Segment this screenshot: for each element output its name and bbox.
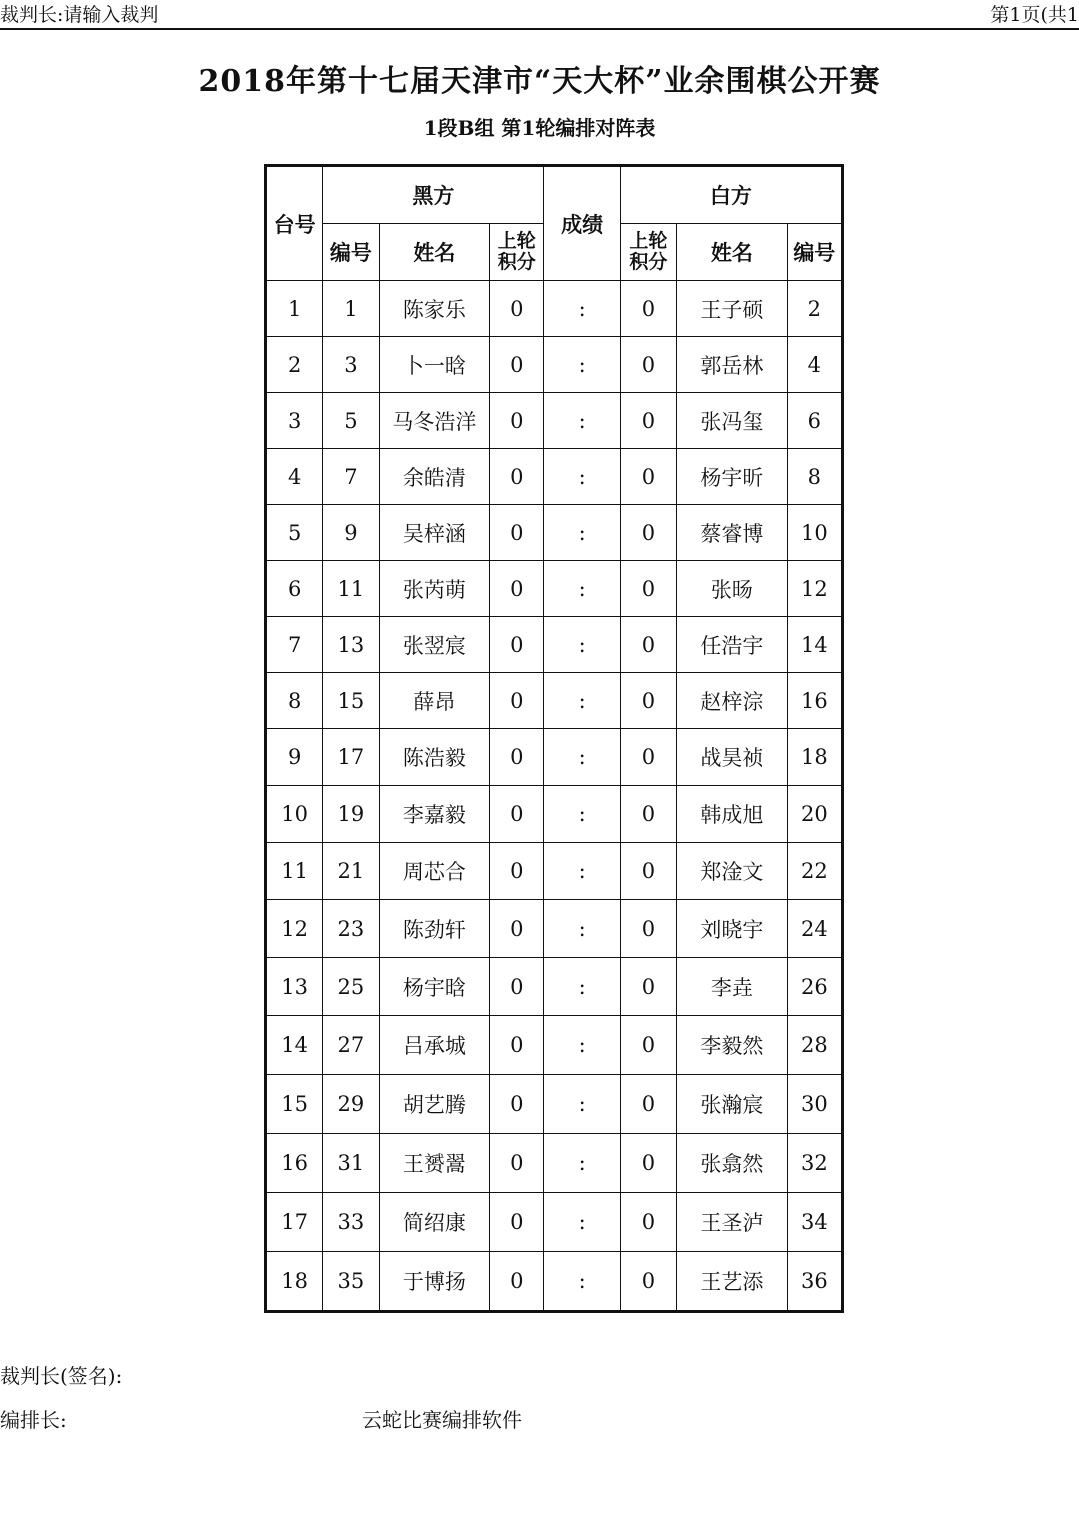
white-id-cell: 14 xyxy=(787,617,842,673)
board-number-cell: 6 xyxy=(266,561,323,617)
table-row xyxy=(266,1016,843,1075)
result-cell: : xyxy=(544,958,620,1016)
black-prev-score-cell: 0 xyxy=(490,958,544,1016)
col-result-header: 成绩 xyxy=(544,166,620,281)
white-prev-score-cell: 0 xyxy=(620,337,676,393)
black-prev-score-cell: 0 xyxy=(490,449,544,505)
white-name-cell: 任浩宇 xyxy=(677,617,788,673)
black-name-cell: 张翌宸 xyxy=(379,617,490,673)
black-prev-score-cell: 0 xyxy=(490,1075,544,1134)
black-id-cell: 19 xyxy=(323,786,379,843)
black-name-cell: 马冬浩洋 xyxy=(379,393,490,449)
white-id-cell: 16 xyxy=(787,673,842,729)
board-number-cell: 7 xyxy=(266,617,323,673)
table-row xyxy=(266,900,843,958)
white-name-cell: 刘晓宇 xyxy=(677,900,788,958)
white-prev-score-cell: 0 xyxy=(620,281,676,337)
black-id-cell: 29 xyxy=(323,1075,379,1134)
black-prev-score-cell: 0 xyxy=(490,1252,544,1312)
board-number-cell: 2 xyxy=(266,337,323,393)
board-number-cell: 16 xyxy=(266,1134,323,1193)
white-id-cell: 34 xyxy=(787,1193,842,1252)
black-side-header: 黑方 xyxy=(323,166,544,224)
black-id-cell: 17 xyxy=(323,729,379,786)
white-prev-score-cell: 0 xyxy=(620,958,676,1016)
white-name-cell: 郭岳林 xyxy=(677,337,788,393)
table-row xyxy=(266,843,843,900)
black-id-cell: 5 xyxy=(323,393,379,449)
white-name-cell: 杨宇昕 xyxy=(677,449,788,505)
table-row xyxy=(266,449,843,505)
white-name-cell: 张翕然 xyxy=(677,1134,788,1193)
black-name-cell: 吴梓涵 xyxy=(379,505,490,561)
table-row xyxy=(266,561,843,617)
board-number-cell: 10 xyxy=(266,786,323,843)
white-name-cell: 张瀚宸 xyxy=(677,1075,788,1134)
table-row xyxy=(266,729,843,786)
black-name-cell: 周芯合 xyxy=(379,843,490,900)
page-title: 2018年第十七届天津市“天大杯”业余围棋公开赛 xyxy=(198,64,881,99)
white-prev-score-cell: 0 xyxy=(620,900,676,958)
board-number-cell: 4 xyxy=(266,449,323,505)
page-subtitle: 1段B组 第1轮编排对阵表 xyxy=(423,116,656,140)
black-prev-score-cell: 0 xyxy=(490,729,544,786)
white-prev-score-header: 上轮积分 xyxy=(620,224,676,281)
black-id-cell: 33 xyxy=(323,1193,379,1252)
white-id-cell: 2 xyxy=(787,281,842,337)
result-cell: : xyxy=(544,617,620,673)
black-prev-score-cell: 0 xyxy=(490,900,544,958)
white-name-cell: 战昊祯 xyxy=(677,729,788,786)
table-row xyxy=(266,281,843,337)
black-prev-score-cell: 0 xyxy=(490,505,544,561)
board-number-cell: 3 xyxy=(266,393,323,449)
black-prev-score-cell: 0 xyxy=(490,1134,544,1193)
black-id-cell: 11 xyxy=(323,561,379,617)
white-id-cell: 4 xyxy=(787,337,842,393)
black-name-cell: 张芮萌 xyxy=(379,561,490,617)
board-number-cell: 11 xyxy=(266,843,323,900)
black-id-cell: 9 xyxy=(323,505,379,561)
white-prev-score-cell: 0 xyxy=(620,673,676,729)
table-row xyxy=(266,786,843,843)
board-number-cell: 1 xyxy=(266,281,323,337)
white-id-cell: 20 xyxy=(787,786,842,843)
white-prev-score-cell: 0 xyxy=(620,843,676,900)
black-name-cell: 简绍康 xyxy=(379,1193,490,1252)
board-number-cell: 13 xyxy=(266,958,323,1016)
white-name-cell: 郑淦文 xyxy=(677,843,788,900)
white-id-cell: 36 xyxy=(787,1252,842,1312)
black-prev-score-cell: 0 xyxy=(490,561,544,617)
white-prev-score-cell: 0 xyxy=(620,1252,676,1312)
result-cell: : xyxy=(544,1075,620,1134)
white-name-cell: 张旸 xyxy=(677,561,788,617)
table-row xyxy=(266,1134,843,1193)
white-prev-score-cell: 0 xyxy=(620,729,676,786)
white-id-cell: 30 xyxy=(787,1075,842,1134)
col-board-header: 台号 xyxy=(266,166,323,281)
board-number-cell: 9 xyxy=(266,729,323,786)
black-prev-score-cell: 0 xyxy=(490,337,544,393)
white-prev-score-cell: 0 xyxy=(620,505,676,561)
black-id-cell: 25 xyxy=(323,958,379,1016)
white-id-cell: 18 xyxy=(787,729,842,786)
white-prev-score-cell: 0 xyxy=(620,1075,676,1134)
white-prev-score-cell: 0 xyxy=(620,786,676,843)
table-row xyxy=(266,617,843,673)
black-name-cell: 陈家乐 xyxy=(379,281,490,337)
result-cell: : xyxy=(544,281,620,337)
board-number-cell: 5 xyxy=(266,505,323,561)
black-prev-score-cell: 0 xyxy=(490,673,544,729)
white-name-cell: 韩成旭 xyxy=(677,786,788,843)
chief-referee-signature-label: 裁判长(签名): xyxy=(0,1364,123,1388)
result-cell: : xyxy=(544,505,620,561)
black-id-cell: 31 xyxy=(323,1134,379,1193)
board-number-cell: 12 xyxy=(266,900,323,958)
header-divider xyxy=(0,28,1079,30)
table-row xyxy=(266,673,843,729)
white-id-cell: 12 xyxy=(787,561,842,617)
black-id-cell: 21 xyxy=(323,843,379,900)
black-name-cell: 薛昂 xyxy=(379,673,490,729)
white-name-cell: 赵梓淙 xyxy=(677,673,788,729)
black-name-cell: 余皓清 xyxy=(379,449,490,505)
pairing-table xyxy=(264,164,844,1313)
black-id-cell: 23 xyxy=(323,900,379,958)
black-name-cell: 吕承城 xyxy=(379,1016,490,1075)
table-row xyxy=(266,505,843,561)
white-id-cell: 8 xyxy=(787,449,842,505)
black-name-cell: 于博扬 xyxy=(379,1252,490,1312)
header-left-text: 裁判长:请输入裁判 xyxy=(0,4,159,26)
result-cell: : xyxy=(544,900,620,958)
result-cell: : xyxy=(544,786,620,843)
arranger-label: 编排长: xyxy=(0,1408,67,1432)
white-name-cell: 张冯玺 xyxy=(677,393,788,449)
board-number-cell: 17 xyxy=(266,1193,323,1252)
white-id-cell: 24 xyxy=(787,900,842,958)
black-id-header: 编号 xyxy=(323,224,379,281)
result-cell: : xyxy=(544,561,620,617)
white-name-cell: 王圣泸 xyxy=(677,1193,788,1252)
result-cell: : xyxy=(544,673,620,729)
result-cell: : xyxy=(544,1252,620,1312)
result-cell: : xyxy=(544,1134,620,1193)
board-number-cell: 14 xyxy=(266,1016,323,1075)
table-row xyxy=(266,393,843,449)
white-id-header: 编号 xyxy=(787,224,842,281)
table-row xyxy=(266,1075,843,1134)
board-number-cell: 18 xyxy=(266,1252,323,1312)
table-row xyxy=(266,1193,843,1252)
black-prev-score-cell: 0 xyxy=(490,1193,544,1252)
result-cell: : xyxy=(544,729,620,786)
black-name-cell: 李嘉毅 xyxy=(379,786,490,843)
black-name-cell: 陈浩毅 xyxy=(379,729,490,786)
black-id-cell: 7 xyxy=(323,449,379,505)
black-name-cell: 陈劲轩 xyxy=(379,900,490,958)
pairing-rows xyxy=(266,281,843,1312)
black-prev-score-header: 上轮积分 xyxy=(490,224,544,281)
result-cell: : xyxy=(544,1016,620,1075)
white-id-cell: 28 xyxy=(787,1016,842,1075)
result-cell: : xyxy=(544,1193,620,1252)
result-cell: : xyxy=(544,337,620,393)
black-name-cell: 卜一晗 xyxy=(379,337,490,393)
result-cell: : xyxy=(544,393,620,449)
black-id-cell: 15 xyxy=(323,673,379,729)
black-name-header: 姓名 xyxy=(379,224,490,281)
white-prev-score-cell: 0 xyxy=(620,1134,676,1193)
white-name-cell: 王艺添 xyxy=(677,1252,788,1312)
white-side-header: 白方 xyxy=(620,166,842,224)
white-prev-score-cell: 0 xyxy=(620,561,676,617)
black-prev-score-cell: 0 xyxy=(490,786,544,843)
black-id-cell: 3 xyxy=(323,337,379,393)
black-prev-score-cell: 0 xyxy=(490,843,544,900)
white-name-cell: 王子硕 xyxy=(677,281,788,337)
white-prev-score-cell: 0 xyxy=(620,617,676,673)
white-name-header: 姓名 xyxy=(677,224,788,281)
black-id-cell: 27 xyxy=(323,1016,379,1075)
board-number-cell: 15 xyxy=(266,1075,323,1134)
black-name-cell: 杨宇晗 xyxy=(379,958,490,1016)
table-row xyxy=(266,1252,843,1312)
black-name-cell: 胡艺腾 xyxy=(379,1075,490,1134)
black-prev-score-cell: 0 xyxy=(490,393,544,449)
white-prev-score-cell: 0 xyxy=(620,1016,676,1075)
white-id-cell: 10 xyxy=(787,505,842,561)
black-id-cell: 35 xyxy=(323,1252,379,1312)
black-prev-score-cell: 0 xyxy=(490,617,544,673)
white-prev-score-cell: 0 xyxy=(620,1193,676,1252)
result-cell: : xyxy=(544,449,620,505)
white-prev-score-cell: 0 xyxy=(620,449,676,505)
white-name-cell: 蔡睿博 xyxy=(677,505,788,561)
table-row xyxy=(266,337,843,393)
white-id-cell: 32 xyxy=(787,1134,842,1193)
white-prev-score-cell: 0 xyxy=(620,393,676,449)
white-name-cell: 李垚 xyxy=(677,958,788,1016)
black-id-cell: 13 xyxy=(323,617,379,673)
table-row xyxy=(266,958,843,1016)
black-id-cell: 1 xyxy=(323,281,379,337)
black-name-cell: 王赟翯 xyxy=(379,1134,490,1193)
page-number: 第1页(共1 xyxy=(990,4,1079,26)
white-id-cell: 22 xyxy=(787,843,842,900)
black-prev-score-cell: 0 xyxy=(490,281,544,337)
software-credit: 云蛇比赛编排软件 xyxy=(362,1408,522,1432)
white-id-cell: 26 xyxy=(787,958,842,1016)
board-number-cell: 8 xyxy=(266,673,323,729)
white-id-cell: 6 xyxy=(787,393,842,449)
result-cell: : xyxy=(544,843,620,900)
black-prev-score-cell: 0 xyxy=(490,1016,544,1075)
white-name-cell: 李毅然 xyxy=(677,1016,788,1075)
